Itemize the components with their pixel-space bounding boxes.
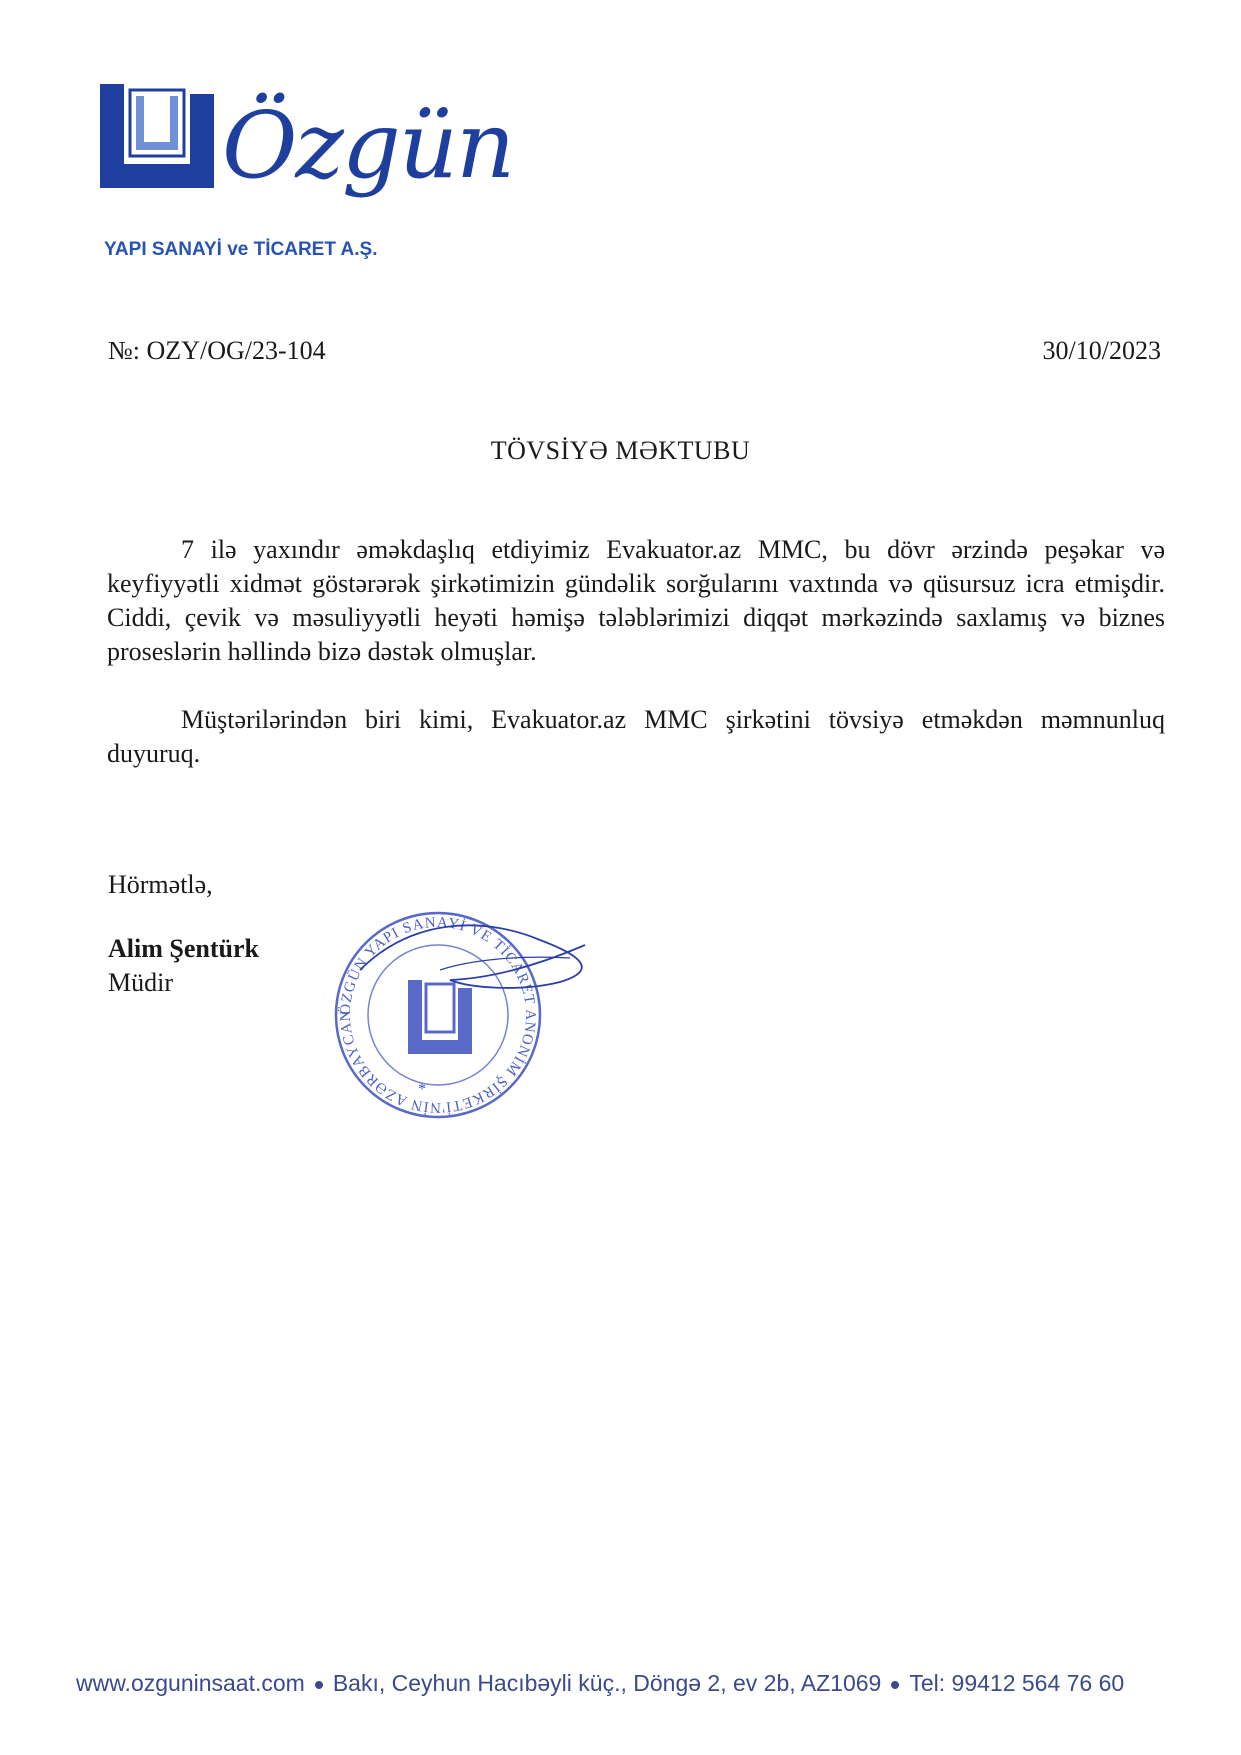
logo-wordmark: Özgün (222, 92, 514, 199)
letter-body (107, 533, 1165, 805)
company-stamp (330, 900, 630, 1130)
letter-date: 30/10/2023 (1042, 336, 1161, 365)
stamp-logo-icon (408, 980, 472, 1054)
reference-number: №: OZY/OG/23-104 (108, 336, 326, 365)
bullet-icon (891, 1681, 899, 1689)
footer-website: www.ozguninsaat.com (76, 1670, 305, 1696)
footer-address: Bakı, Ceyhun Hacıbəyli küç., Döngə 2, ev 2b, AZ1069 (332, 1670, 882, 1696)
bullet-icon (315, 1681, 323, 1689)
letter-title: TÖVSİYƏ MƏKTUBU (490, 436, 751, 465)
logo-tagline: YAPI SANAYİ ve TİCARET A.Ş. (104, 239, 378, 260)
body-paragraph: 7 ilə yaxındır əməkdaşlıq etdiyimiz Evakuator.az MMC, bu dövr ərzində peşəkar və keyfiyyətli xidmət göstərərək şirkətimizin gündəlik sorğularını vaxtında və qüsursuz icra etmişdir. Ciddi, çevik və məsuliyyətli heyəti həmişə tələblərimizi diqqət mərkəzində saxlamış və biznes proseslərin həllində bizə dəstək olmuşlar. (107, 535, 1165, 666)
signer-role: Müdir (108, 968, 173, 997)
stamp-ring-text: ÖZGÜN YAPI SANAYİ VE TİCARET ANONİM ŞİRKETİ'NİN AZƏRBAYCAN (337, 914, 539, 1116)
footer-phone: Tel: 99412 564 76 60 (909, 1670, 1125, 1696)
letter-footer (76, 1670, 1124, 1697)
body-paragraph: Müştərilərindən biri kimi, Evakuator.az MMC şirkətini tövsiyə etməkdən məmnunluq duyuruq. (107, 705, 1165, 768)
company-logo (100, 84, 514, 264)
closing-salutation: Hörmətlə, (108, 870, 213, 899)
svg-text:*: * (418, 1081, 426, 1098)
signer-name: Alim Şentürk (108, 934, 259, 963)
logo-mark-icon (100, 84, 220, 194)
